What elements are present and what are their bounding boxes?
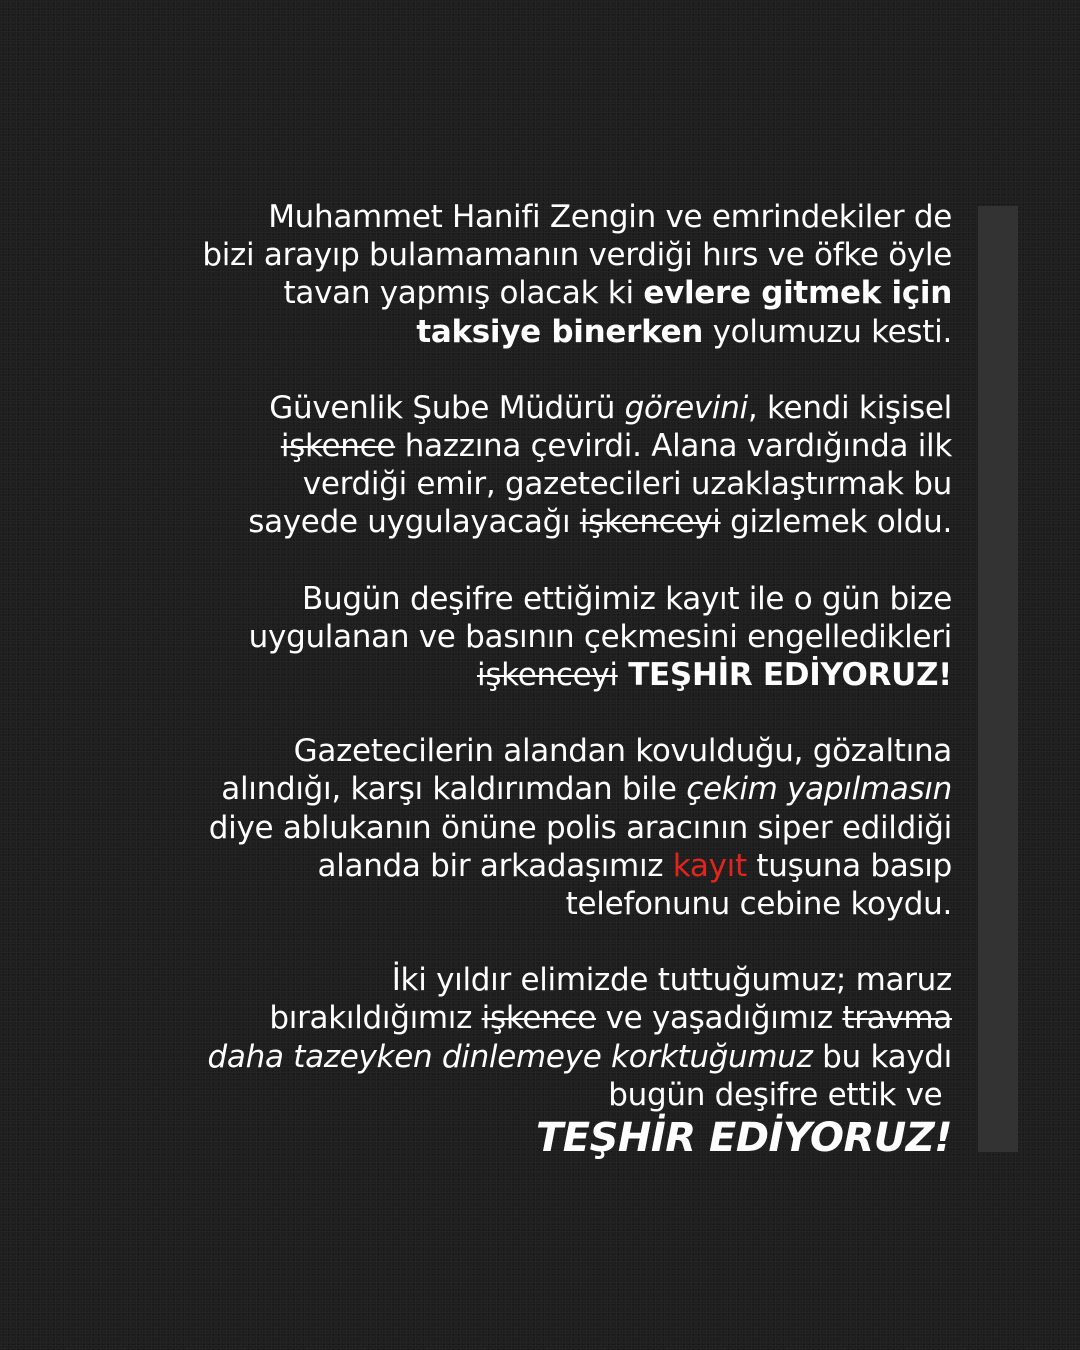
p4-line-2b-italic: çekim yapılmasın	[686, 771, 952, 808]
p2-line-1a: Güvenlik Şube Müdürü	[269, 389, 625, 426]
p4-line-4c: tuşuna basıp	[746, 847, 952, 884]
p1-line-1: Muhammet Hanifi Zengin ve emrindekiler de	[268, 199, 952, 235]
p5-line-1: İki yıldır elimizde tuttuğumuz; maruz	[391, 962, 952, 999]
paragraph-4	[130, 732, 952, 923]
p4-line-1: Gazetecilerin alandan kovulduğu, gözaltına	[293, 733, 952, 770]
p4-line-2a: alındığı, karşı kaldırımdan bile	[221, 771, 687, 808]
paragraph-3	[130, 580, 952, 695]
p5-line-2b-strike: işkence	[481, 1000, 597, 1037]
p2-line-1b-italic: görevini	[624, 389, 748, 426]
paragraph-1	[130, 198, 952, 351]
p5-headline: TEŞHİR EDİYORUZ!	[536, 1115, 952, 1162]
p2-line-4a: sayede uygulayacağı	[248, 504, 580, 541]
p2-line-4b-strike: işkenceyi	[579, 504, 721, 541]
paragraph-5	[130, 961, 952, 1162]
p1-line-3b-bold: evlere gitmek için	[643, 275, 952, 312]
p3-line-1: Bugün deşifre ettiğimiz kayıt ile o gün bize	[302, 580, 952, 617]
p5-line-2d-strike: travma	[842, 1000, 952, 1037]
p1-line-3a: tavan yapmış olacak ki	[283, 275, 644, 312]
p2-line-2b: hazzına çevirdi. Alana vardığında ilk	[395, 428, 952, 465]
paragraph-2	[130, 389, 952, 542]
p2-line-1c: , kendi kişisel	[747, 389, 952, 426]
p5-line-2a: bırakıldığımız	[269, 1000, 482, 1037]
p3-line-3b-bold: TEŞHİR EDİYORUZ!	[617, 657, 952, 694]
p5-line-2c: ve yaşadığımız	[596, 1000, 843, 1037]
side-accent-bar	[978, 206, 1018, 1152]
p5-line-3b: bu kaydı	[812, 1038, 952, 1075]
p1-line-2: bizi arayıp bulamamanın verdiği hırs ve öfke öyle	[202, 237, 952, 274]
p3-line-3a-strike: işkenceyi	[477, 657, 618, 694]
p1-line-4b: yolumuzu kesti.	[703, 313, 952, 350]
p4-line-4b-red: kayıt	[672, 847, 747, 884]
p2-line-3: verdiği emir, gazetecileri uzaklaştırmak bu	[302, 466, 952, 503]
p5-line-3a-italic: daha tazeyken dinlemeye korktuğumuz	[207, 1038, 813, 1075]
p1-line-4a-bold: taksiye binerken	[416, 313, 704, 350]
p4-line-4a: alanda bir arkadaşımız	[317, 847, 673, 884]
p4-line-3: diye ablukanın önüne polis aracının siper edildiği	[208, 809, 952, 846]
p2-line-4c: gizlemek oldu.	[720, 504, 952, 541]
statement-text	[130, 198, 952, 1162]
p2-line-2a-strike: işkence	[280, 428, 396, 465]
p5-line-4: bugün deşifre ettik ve	[608, 1076, 952, 1113]
p4-line-5: telefonunu cebine koydu.	[565, 886, 952, 923]
p3-line-2: uygulanan ve basının çekmesini engelledikleri	[248, 618, 952, 655]
